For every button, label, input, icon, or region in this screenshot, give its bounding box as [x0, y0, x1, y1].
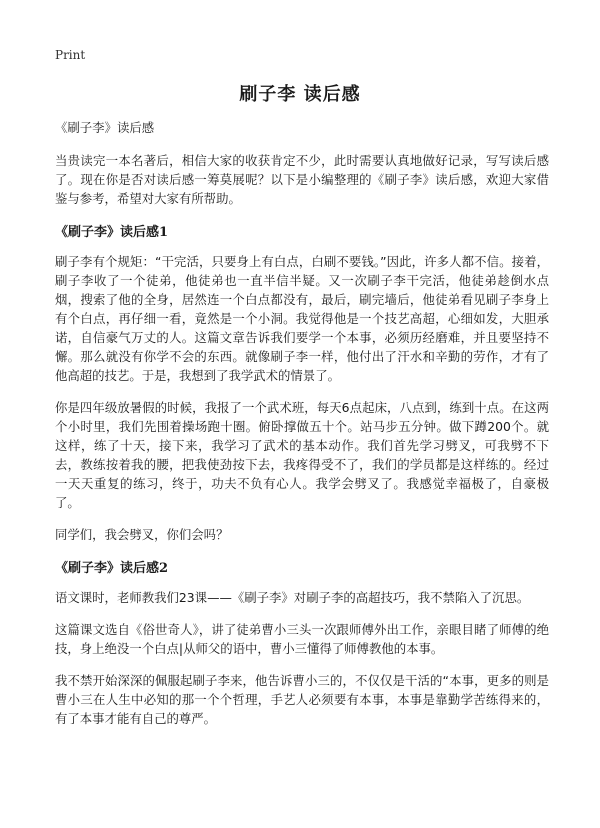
- article-subtitle: 《刷子李》读后感: [55, 120, 155, 135]
- section-paragraph: 你是四年级放暑假的时候，我报了一个武术班，每天6点起床，八点到，练到十点。在这两个小时里，我们先围着操场跑十圈。俯卧撑做五十个。站马步五分钟。做下蹲200个。就这样，练了十天，接下来，我学习了武术的基本动作。我们首先学习劈叉，可我劈不下去，教练按着我的腰，把我使劲按下去，我疼得受不了，我们的学员都是这样练的。经过一天天重复的练习，终于，功夫不负有心人。我学会劈叉了。我感觉幸福极了，自豪极了。: [55, 400, 549, 510]
- section-heading: 《刷子李》读后感1: [55, 225, 169, 240]
- page-title: 刷子李 读后感: [239, 84, 361, 105]
- section-paragraph: 同学们，我会劈叉，你们会吗？: [55, 527, 229, 542]
- print-label[interactable]: Print: [55, 48, 86, 62]
- section-paragraph: 语文课时，老师教我们23课——《刷子李》对刷子李的高超技巧，我不禁陷入了沉思。: [55, 590, 530, 605]
- section-paragraph: 我不禁开始深深的佩服起刷子李来，他告诉曹小三的，不仅仅是干活的“本事，更多的则是曹小三在人生中必知的那一个个哲理，手艺人必须要有本事，本事是靠勤学苦练得来的，有了本事才能有自己的尊严。: [55, 673, 549, 726]
- section-paragraph: 这篇课文选自《俗世奇人》，讲了徒弟曹小三头一次跟师傅外出工作，亲眼目睹了师傅的绝技，身上绝没一个白点|从师父的语中，曹小三懂得了师傅教他的本事。: [55, 622, 549, 656]
- intro-paragraph: 当贵读完一本名著后，相信大家的收获肯定不少，此时需要认真地做好记录，写写读后感了。现在你是否对读后感一筹莫展呢？以下是小编整理的《刷子李》读后感，欢迎大家借鉴与参考，希望对大家有所帮助。: [55, 153, 549, 206]
- article-body: [55, 118, 549, 741]
- section-paragraph: 刷子李有个规矩：“干完活，只要身上有白点，白刷不要钱。”因此，许多人都不信。接着，刷子李收了一个徒弟，他徒弟也一直半信半疑。又一次刷子李干完活，他徒弟趁倒水点烟，搜索了他的全身，居然连一个白点都没有，最后，刷完墙后，他徒弟看见刷子李身上有个白点，再仔细一看，竟然是一个小洞。我觉得他是一个技艺高超，心细如发，大胆承诺，自信豪气万丈的人。这篇文章告诉我们要学一个本事，必须历经磨难，并且要坚持不懈。那么就没有你学不会的东西。就像刷子李一样，他付出了汗水和辛勤的劳作，才有了他高超的技艺。于是，我想到了我学武术的情景了。: [55, 254, 549, 383]
- section-heading: 《刷子李》读后感2: [55, 561, 169, 576]
